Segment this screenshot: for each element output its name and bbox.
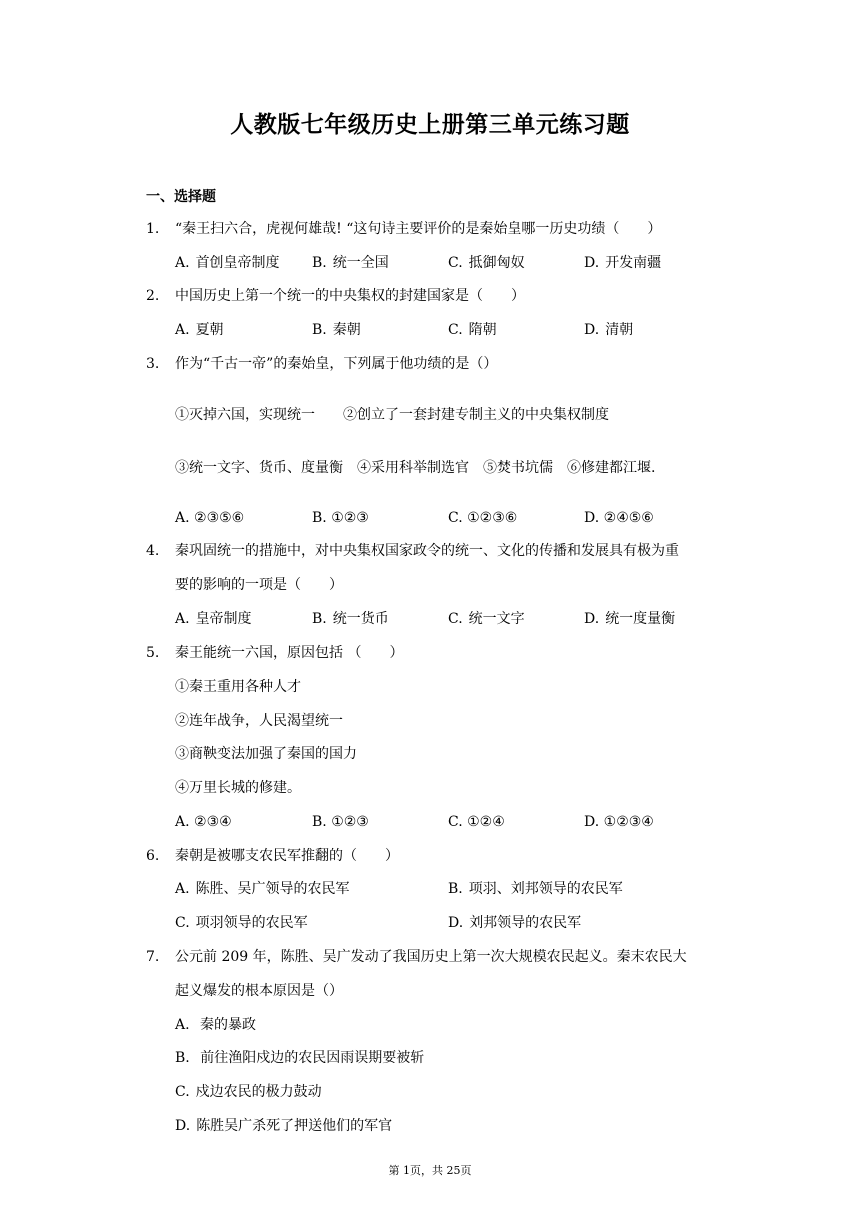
question-number: 6.: [146, 848, 160, 864]
option-a: A. 皇帝制度: [175, 611, 252, 627]
question-text: 中国历史上第一个统一的中央集权的封建国家是（ ）: [175, 288, 525, 304]
option-a: A. 夏朝: [175, 322, 224, 338]
option-b: B. ①②③: [312, 814, 369, 830]
question-text: 秦王能统一六国，原因包括 （ ）: [175, 645, 404, 661]
statement-line: ④万里长城的修建。: [175, 780, 301, 796]
question-number: 5.: [146, 645, 160, 661]
option-c: C. 戍边农民的极力鼓动: [175, 1084, 322, 1100]
statement-line: ①灭掉六国，实现统一 ②创立了一套封建专制主义的中央集权制度: [175, 407, 609, 423]
option-a: A. 首创皇帝制度: [175, 255, 280, 271]
option-d: D. 开发南疆: [584, 255, 662, 271]
question-text: 作为“千古一帝”的秦始皇，下列属于他功绩的是（）: [175, 356, 498, 372]
option-c: C. 统一文字: [448, 611, 525, 627]
statement-line: ①秦王重用各种人才: [175, 679, 301, 695]
option-c: C. ①②④: [448, 814, 505, 830]
statement-line: ③商鞅变法加强了秦国的国力: [175, 746, 357, 762]
question-number: 7.: [146, 949, 160, 965]
statement-line: ③统一文字、货币、度量衡 ④采用科举制选官 ⑤焚书坑儒 ⑥修建都江堰.: [175, 460, 656, 476]
option-d: D. ②④⑤⑥: [584, 510, 654, 526]
question-number: 2.: [146, 288, 160, 304]
section-heading: 一、选择题: [146, 189, 216, 205]
question-number: 1.: [146, 221, 160, 237]
option-b: B. ①②③: [312, 510, 369, 526]
option-d: D. 刘邦领导的农民军: [448, 915, 582, 931]
option-d: D. 统一度量衡: [584, 611, 676, 627]
option-a: A. 秦的暴政: [175, 1017, 257, 1033]
question-text: 公元前 209 年，陈胜、吴广发动了我国历史上第一次大规模农民起义。秦末农民大: [175, 949, 687, 965]
question-text: 秦朝是被哪支农民军推翻的（ ）: [175, 848, 399, 864]
option-c: C. 隋朝: [448, 322, 497, 338]
option-d: D. 清朝: [584, 322, 634, 338]
option-c: C. 项羽领导的农民军: [175, 915, 308, 931]
question-text: “秦王扫六合，虎视何雄哉! “这句诗主要评价的是秦始皇哪一历史功绩（ ）: [175, 221, 662, 237]
option-a: A. ②③⑤⑥: [175, 510, 245, 526]
statement-line: ②连年战争，人民渴望统一: [175, 713, 343, 729]
option-b: B. 项羽、刘邦领导的农民军: [448, 881, 623, 897]
option-c: C. ①②③⑥: [448, 510, 518, 526]
option-d: D. 陈胜吴广杀死了押送他们的军官: [175, 1118, 393, 1134]
option-a: A. ②③④: [175, 814, 232, 830]
page-title: 人教版七年级历史上册第三单元练习题: [230, 111, 630, 138]
option-b: B. 统一全国: [312, 255, 389, 271]
question-text: 要的影响的一项是（ ）: [175, 577, 343, 593]
option-c: C. 抵御匈奴: [448, 255, 525, 271]
option-b: B. 秦朝: [312, 322, 361, 338]
option-a: A. 陈胜、吴广领导的农民军: [175, 881, 350, 897]
option-d: D. ①②③④: [584, 814, 654, 830]
question-text: 秦巩固统一的措施中，对中央集权国家政令的统一、文化的传播和发展具有极为重: [175, 543, 679, 559]
option-b: B. 统一货币: [312, 611, 389, 627]
question-number: 4.: [146, 543, 160, 559]
page-footer: 第 1页，共 25页: [388, 1164, 472, 1177]
question-number: 3.: [146, 356, 160, 372]
question-text: 起义爆发的根本原因是（）: [175, 983, 343, 999]
option-b: B. 前往渔阳戍边的农民因雨误期要被斩: [175, 1050, 425, 1066]
